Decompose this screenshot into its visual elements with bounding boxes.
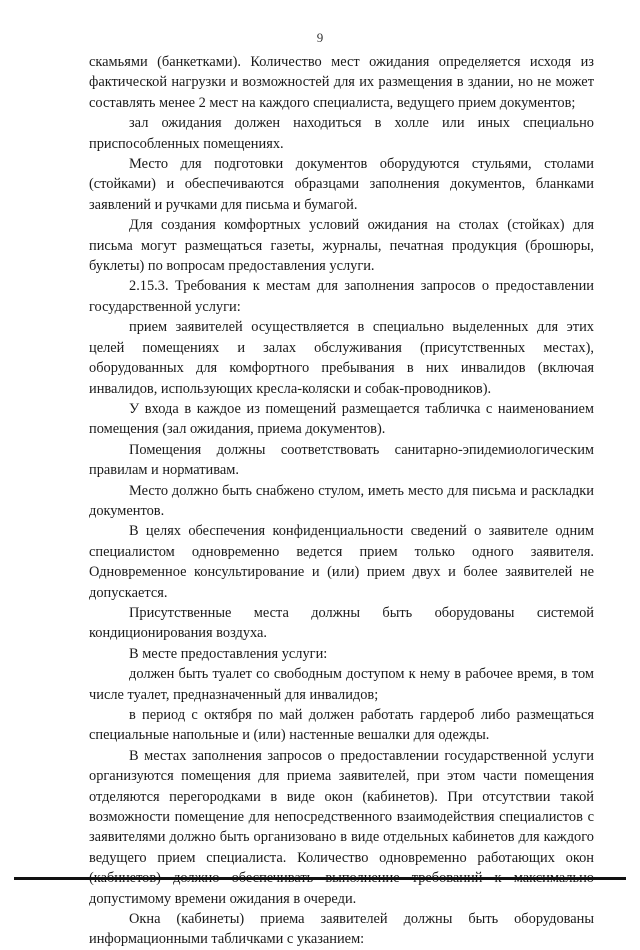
section-heading: 2.15.3. Требования к местам для заполнения запросов о предоставлении государственной услуги: bbox=[89, 278, 594, 315]
page-number: 9 bbox=[316, 30, 324, 45]
paragraph: Помещения должны соответствовать санитарно-эпидемиологическим правилам и нормативам. bbox=[89, 441, 594, 479]
document-body bbox=[89, 52, 594, 950]
paragraph: В целях обеспечения конфиденциальности сведений о заявителе одним специалистом одновременно ведется прием только одного заявителя. Одновременное консультирование и (или) прием двух и более заявителей не допускается. bbox=[89, 523, 594, 601]
paragraph: У входа в каждое из помещений размещается табличка с наименованием помещения (зал ожидания, приема документов). bbox=[89, 400, 594, 438]
paragraph: должен быть туалет со свободным доступом к нему в рабочее время, в том числе туалет, предназначенный для инвалидов; bbox=[89, 666, 594, 703]
paragraph: Место должно быть снабжено стулом, иметь место для письма и раскладки документов. bbox=[89, 482, 594, 519]
scan-edge-line bbox=[14, 877, 626, 880]
paragraph: скамьями (банкетками). Количество мест ожидания определяется исходя из фактической нагрузки и возможностей для их размещения в здании, но не может составлять менее 2 мест на каждого специалиста, ведущего прием документов; bbox=[89, 54, 594, 111]
paragraph: Место для подготовки документов оборудуются стульями, столами (стойками) и обеспечиваются образцами заполнения документов, бланками заявлений и ручками для письма и бумагой. bbox=[89, 156, 594, 213]
paragraph: Окна (кабинеты) приема заявителей должны быть оборудованы информационными табличками с указанием: bbox=[89, 911, 594, 948]
paragraph: Присутственные места должны быть оборудованы системой кондиционирования воздуха. bbox=[89, 604, 594, 642]
paragraph: в период с октября по май должен работать гардероб либо размещаться специальные напольные и (или) настенные вешалки для одежды. bbox=[89, 707, 594, 744]
paragraph: В месте предоставления услуги: bbox=[129, 645, 328, 662]
paragraph: Для создания комфортных условий ожидания на столах (стойках) для письма могут размещаться газеты, журналы, печатная продукция (брошюры, буклеты) по вопросам предоставления услуги. bbox=[89, 217, 594, 275]
paragraph: прием заявителей осуществляется в специально выделенных для этих целей помещениях и залах обслуживания (присутственных местах), оборудованных для комфортного пребывания в них инвалидов (включая инвалидов, использующих кресла-коляски и собак-проводников). bbox=[89, 319, 594, 397]
paragraph: В местах заполнения запросов о предоставлении государственной услуги организуются помещения для приема заявителей, при этом части помещения отделяются перегородками в виде окон (кабинетов). При отсутствии такой возможности помещение для непосредственного взаимодействия специалистов с заявителями должно быть организовано в виде отдельных кабинетов для каждого ведущего прием специалиста. Количество одновременно работающих окон допустимому времени ожидания в очереди. bbox=[89, 747, 594, 907]
paragraph: зал ожидания должен находиться в холле или иных специально приспособленных помещениях. bbox=[89, 115, 594, 152]
